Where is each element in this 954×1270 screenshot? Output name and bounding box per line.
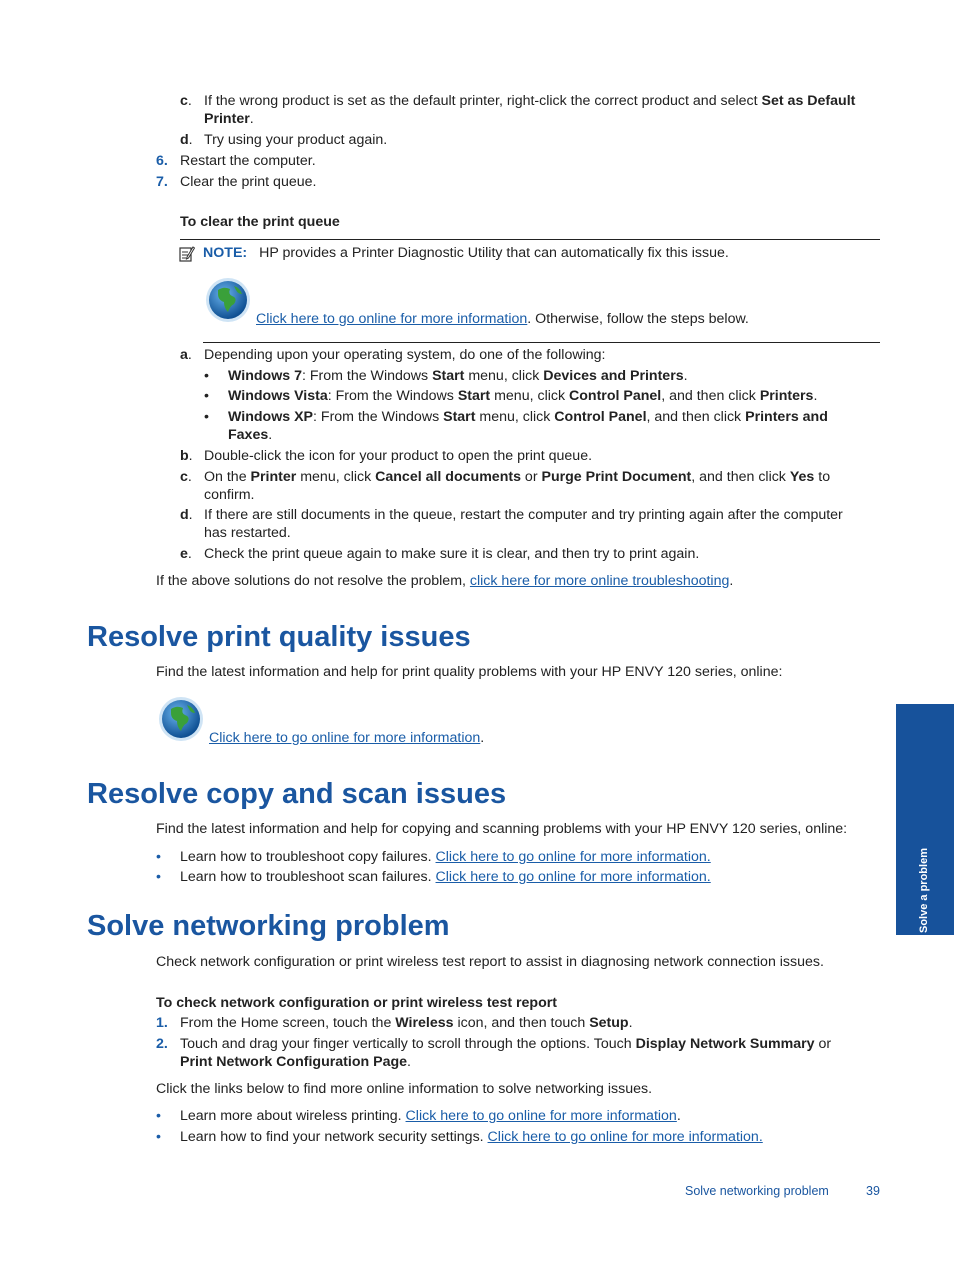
networking-step-2: 2. Touch and drag your finger vertically to scroll through the options. Touch Display Network Summary or Print Network Configuration Page. bbox=[156, 1036, 832, 1070]
scan-online-link[interactable]: Click here to go online for more information. bbox=[435, 869, 711, 885]
networking-heading: Solve networking problem bbox=[87, 910, 450, 942]
globe-icon[interactable] bbox=[157, 695, 205, 743]
side-tab-label: Solve a problem bbox=[918, 848, 930, 933]
note-online-link[interactable]: Click here to go online for more information bbox=[256, 311, 528, 327]
footer-section: Solve networking problem bbox=[685, 1184, 829, 1198]
os-item-win7: • Windows 7: From the Windows Start menu, click Devices and Printers. bbox=[204, 368, 688, 384]
os-item-xp: • Windows XP: From the Windows Start menu, click Control Panel, and then click Printers and Faxes. bbox=[204, 409, 828, 443]
step-d: d. Try using your product again. bbox=[180, 132, 388, 148]
queue-step-e: e. Check the print queue again to make sure it is clear, and then try to print again. bbox=[180, 546, 700, 562]
print-quality-link-line: Click here to go online for more information. bbox=[209, 730, 485, 746]
side-tab bbox=[896, 704, 954, 935]
queue-step-b: b. Double-click the icon for your product to open the print queue. bbox=[180, 448, 593, 464]
copy-scan-body: Find the latest information and help for copying and scanning problems with your HP ENVY 120 series, online: bbox=[156, 821, 848, 837]
online-troubleshooting-link[interactable]: click here for more online troubleshooting bbox=[469, 573, 730, 589]
print-quality-online-link[interactable]: Click here to go online for more information bbox=[209, 730, 481, 746]
page-number: 39 bbox=[866, 1184, 880, 1198]
copy-scan-bullet-2: • Learn how to troubleshoot scan failures. Click here to go online for more information. bbox=[156, 869, 711, 885]
copy-scan-heading: Resolve copy and scan issues bbox=[87, 778, 507, 810]
queue-step-a: a. Depending upon your operating system, do one of the following: bbox=[180, 347, 606, 363]
globe-icon[interactable] bbox=[204, 276, 252, 324]
wireless-online-link[interactable]: Click here to go online for more information bbox=[405, 1108, 677, 1124]
os-item-vista: • Windows Vista: From the Windows Start menu, click Control Panel, and then click Printers. bbox=[204, 388, 818, 404]
networking-subheading: To check network configuration or print wireless test report bbox=[156, 995, 557, 1011]
copy-scan-bullet-1: • Learn how to troubleshoot copy failures. Click here to go online for more information. bbox=[156, 849, 711, 865]
note-bottom-rule bbox=[203, 342, 880, 343]
note-link-line: Click here to go online for more information. Otherwise, follow the steps below. bbox=[256, 311, 749, 327]
print-quality-body: Find the latest information and help for print quality problems with your HP ENVY 120 series, online: bbox=[156, 664, 783, 680]
networking-bullet-1: • Learn more about wireless printing. Click here to go online for more information. bbox=[156, 1108, 681, 1124]
print-quality-heading: Resolve print quality issues bbox=[87, 621, 471, 653]
copy-online-link[interactable]: Click here to go online for more information. bbox=[435, 849, 711, 865]
networking-body: Check network configuration or print wireless test report to assist in diagnosing network connection issues. bbox=[156, 954, 824, 970]
networking-step-1: 1. From the Home screen, touch the Wireless icon, and then touch Setup. bbox=[156, 1015, 633, 1031]
security-online-link[interactable]: Click here to go online for more information. bbox=[487, 1129, 763, 1145]
networking-links-intro: Click the links below to find more online information to solve networking issues. bbox=[156, 1081, 653, 1097]
step-c: c. If the wrong product is set as the default printer, right-click the correct product and select Set as Default Printer. bbox=[180, 93, 856, 127]
above-solutions-text: If the above solutions do not resolve the problem, click here for more online troubleshooting. bbox=[156, 573, 734, 589]
note-text: NOTE: HP provides a Printer Diagnostic Utility that can automatically fix this issue. bbox=[203, 245, 729, 261]
step-6: 6. Restart the computer. bbox=[156, 153, 316, 169]
networking-bullet-2: • Learn how to find your network security settings. Click here to go online for more information. bbox=[156, 1129, 763, 1145]
clear-queue-heading: To clear the print queue bbox=[180, 214, 340, 230]
note-top-rule bbox=[180, 239, 880, 240]
note-icon bbox=[179, 245, 195, 263]
queue-step-c: c. On the Printer menu, click Cancel all documents or Purge Print Document, and then click Yes to confirm. bbox=[180, 469, 831, 503]
step-7: 7. Clear the print queue. bbox=[156, 174, 317, 190]
queue-step-d: d. If there are still documents in the queue, restart the computer and try printing again after the computer has restarted. bbox=[180, 507, 843, 541]
